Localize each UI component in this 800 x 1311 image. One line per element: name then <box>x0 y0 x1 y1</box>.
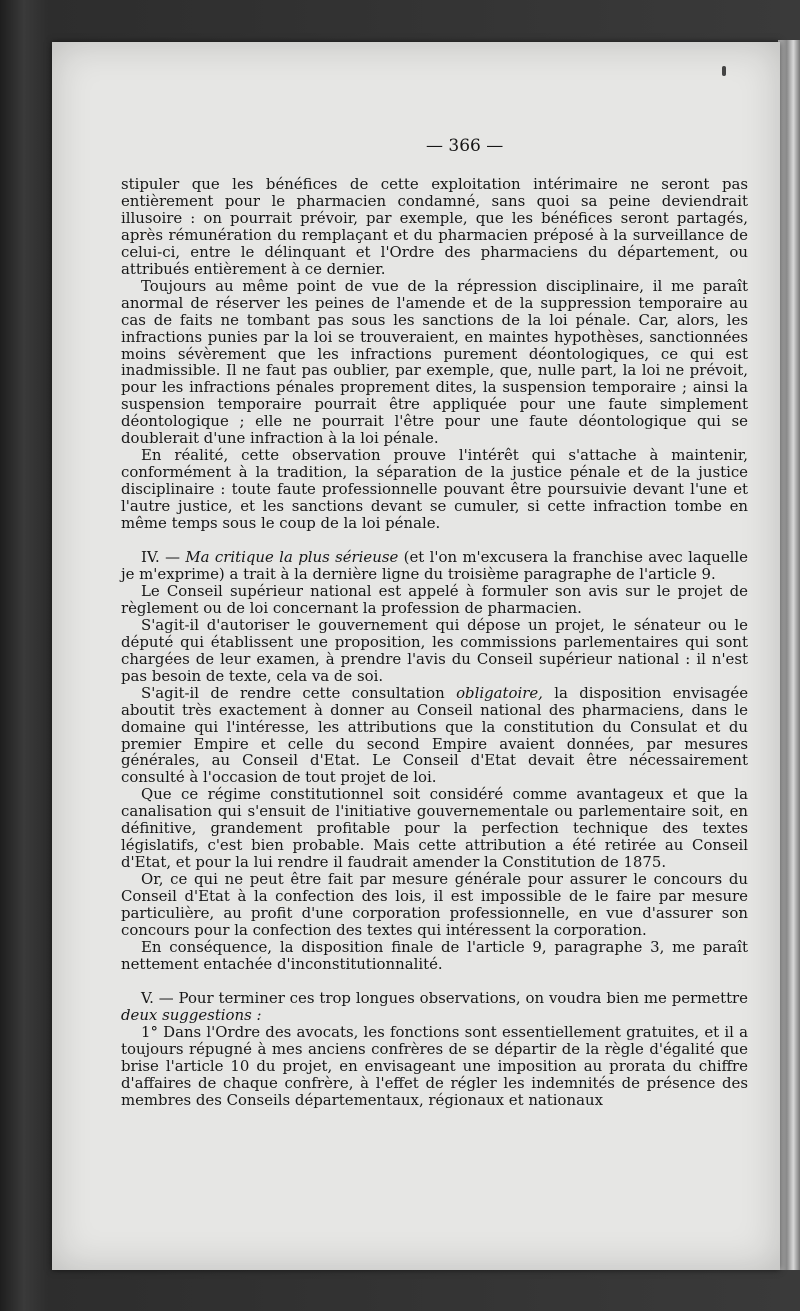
section-iv-prefix: IV. — <box>141 548 186 567</box>
section-iv-heading <box>121 549 748 583</box>
paragraph-9: 1° Dans l'Ordre des avocats, les fonctions sont essentiellement gratuites, et il a toujours répugné à mes anciens confrères de se départir de la règle d'égalité que brise l'article 10 du projet, en envisageant une imposition au prorata du chiffre d'affaires de chaque confrère, à l'effet de régler les indemnités de présence des membres des Conseils départementaux, régionaux et nationaux <box>121 1022 748 1109</box>
obligatoire-italic: obligatoire, <box>456 683 543 702</box>
section-v-text: V. — Pour terminer ces trop longues observations, on voudra bien me permettre <box>141 988 748 1007</box>
page-number: — 366 — <box>426 136 504 156</box>
paragraph-5: S'agit-il d'autoriser le gouvernement qui dépose un projet, le sénateur ou le député qui établissent une proposition, les commissions parlementaires qui sont chargées de leur examen, à prendre l'avis du Conseil supérieur national : il n'est pas besoin de texte, cela va de soi. <box>121 615 748 685</box>
paragraph-6: Que ce régime constitutionnel soit considéré comme avantageux et que la canalisation qui s'ensuit de l'initiative gouvernementale ou parlementaire soit, en définitive, grandement profitable pour la perfection technique des textes législatifs, c'est bien probable. Mais cette attribution a été retirée au Conseil d'Etat, et pour la lui rendre il faudrait amender la Constitution de 1875. <box>121 785 748 872</box>
section-gap <box>121 973 748 990</box>
obligatoire-before: S'agit-il de rendre cette consultation <box>141 683 457 702</box>
paragraph-3: En réalité, cette observation prouve l'intérêt qui s'attache à maintenir, conformément à la tradition, la séparation de la justice pénale et de la justice disciplinaire : toute faute professionnelle pouvant être poursuivie devant l'une et l'autre justice, et les sanctions devant se cumuler, si cette infraction tombe en même temps sous le coup de la loi pénale. <box>121 446 748 533</box>
paragraph-7: Or, ce qui ne peut être fait par mesure générale pour assurer le concours du Conseil d'Etat à la confection des lois, il est impossible de le faire par mesure particulière, au profit d'une corporation professionnelle, en vue d'assurer son concours pour la confection des textes qui intéressent la corporation. <box>121 870 748 939</box>
section-iv-rest: (et l'on m'excusera la franchise avec laquelle je m'exprime) a trait à la dernière ligne du troisième paragraphe de l'article 9. <box>121 548 748 583</box>
paragraph-4: Le Conseil supérieur national est appelé à formuler son avis sur le projet de règlement ou de loi concernant la profession de pharmacien. <box>121 581 748 617</box>
page-text <box>121 176 748 1109</box>
paragraph-2: Toujours au même point de vue de la répression disciplinaire, il me paraît anormal de réserver les peines de l'amende et de la suppression temporaire au cas de faits ne tombant pas sous les sanctions de la loi pénale. Car, alors, les infractions punies par la loi se trouveraient, en maintes hypothèses, sanctionnées moins sévèrement que les infractions purement déontologiques, ce qui est inadmissible. Il ne faut pas oublier, par exemple, que, nulle part, la loi ne prévoit, pour les infractions pénales proprement dites, la suspension temporaire ; ainsi la suspension temporaire pourrait être appliquée pour une faute simplement déontologique ; elle ne pourrait l'être pour une faute déontologique qui se doublerait d'une infraction à la loi pénale. <box>121 276 748 448</box>
paragraph-8: En conséquence, la disposition finale de l'article 9, paragraphe 3, me paraît nettement entachée d'inconstitutionnalité. <box>121 937 748 973</box>
section-v-italic: deux suggestions : <box>121 1005 262 1024</box>
section-iv-italic: Ma critique la plus sérieuse <box>185 548 399 567</box>
ink-speck <box>722 66 726 76</box>
paragraph-1: stipuler que les bénéfices de cette exploitation intérimaire ne seront pas entièrement pour le pharmacien condamné, sans quoi sa peine deviendrait illusoire : on pourrait prévoir, par exemple, que les bénéfices seront partagés, après rémunération du remplaçant et du pharmacien préposé à la surveillance de celui-ci, entre le délinquant et l'Ordre des pharmaciens du département, ou attribués entièrement à ce dernier. <box>121 175 748 278</box>
section-v-heading <box>121 990 748 1024</box>
paragraph-obligatoire <box>121 685 748 787</box>
obligatoire-after: la disposition envisagée aboutit très exactement à donner au Conseil national des pharmaciens, dans le domaine qui l'intéresse, les attributions que la constitution du Consulat et du premier Empire et celle du second Empire avaient données, par mesures générales, au Conseil d'Etat. Le Conseil d'Etat devait être nécessairement consulté à l'occasion de tout projet de loi. <box>121 683 749 787</box>
next-page-edge <box>778 40 800 1270</box>
section-gap <box>121 532 748 549</box>
